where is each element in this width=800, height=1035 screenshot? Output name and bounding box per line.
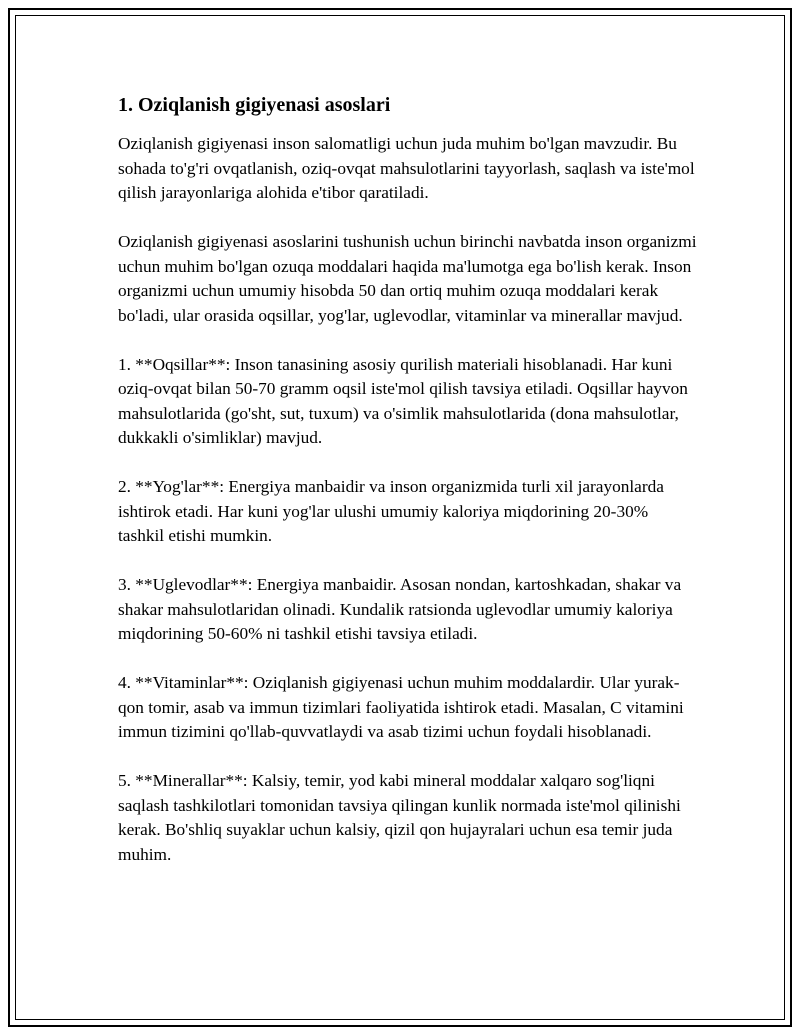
paragraph-nutrients-overview: Oziqlanish gigiyenasi asoslarini tushunish uchun birinchi navbatda inson organizmi uchun muhim bo'lgan ozuqa moddalari haqida ma'lumotga ega bo'lish kerak. Inson organizmi uchun umumiy hisobda 50 dan ortiq muhim ozuqa moddalari kerak bo'ladi, ular orasida oqsillar, yog'lar, uglevodlar, vitaminlar va minerallar mavjud. xyxy=(118,232,697,325)
paragraph-intro: Oziqlanish gigiyenasi inson salomatligi uchun juda muhim bo'lgan mavzudir. Bu sohada to'g'ri ovqatlanish, oziq-ovqat mahsulotlarini tayyorlash, saqlash va iste'mol qilish jarayonlariga alohida e'tibor qaratiladi. xyxy=(118,134,695,202)
list-item-proteins: 1. **Oqsillar**: Inson tanasining asosiy qurilish materiali hisoblanadi. Har kuni oziq-ovqat bilan 50-70 gramm oqsil iste'mol qilish tavsiya etiladi. Oqsillar hayvon mahsulotlarida (go'sht, sut, tuxum) va o'simlik mahsulotlarida (dona mahsulotlar, dukkakli o'simliklar) mavjud. xyxy=(118,354,688,447)
list-item-fats: 2. **Yog'lar**: Energiya manbaidir va inson organizmida turli xil jarayonlarda ishtirok etadi. Har kuni yog'lar ulushi umumiy kaloriya miqdorining 20-30% tashkil etishi mumkin. xyxy=(118,477,664,545)
document-body xyxy=(118,92,698,892)
section-heading: 1. Oziqlanish gigiyenasi asoslari xyxy=(118,94,391,116)
list-item-minerals: 5. **Minerallar**: Kalsiy, temir, yod kabi mineral moddalar xalqaro sog'liqni saqlash tashkilotlari tomonidan tavsiya qilingan kunlik normada iste'mol qilinishi kerak. Bo'shliq suyaklar uchun kalsiy, qizil qon hujayralari uchun esa temir juda muhim. xyxy=(118,771,681,864)
list-item-carbohydrates: 3. **Uglevodlar**: Energiya manbaidir. Asosan nondan, kartoshkadan, shakar va shakar mahsulotlaridan olinadi. Kundalik ratsionda uglevodlar umumiy kaloriya miqdorining 50-60% ni tashkil etishi tavsiya etiladi. xyxy=(118,575,682,643)
list-item-vitamins: 4. **Vitaminlar**: Oziqlanish gigiyenasi uchun muhim moddalardir. Ular yurak-qon tomir, asab va immun tizimlari faoliyatida ishtirok etadi. Masalan, C vitamini immun tizimini qo'llab-quvvatlaydi va asab tizimi uchun foydali hisoblanadi. xyxy=(118,673,684,741)
